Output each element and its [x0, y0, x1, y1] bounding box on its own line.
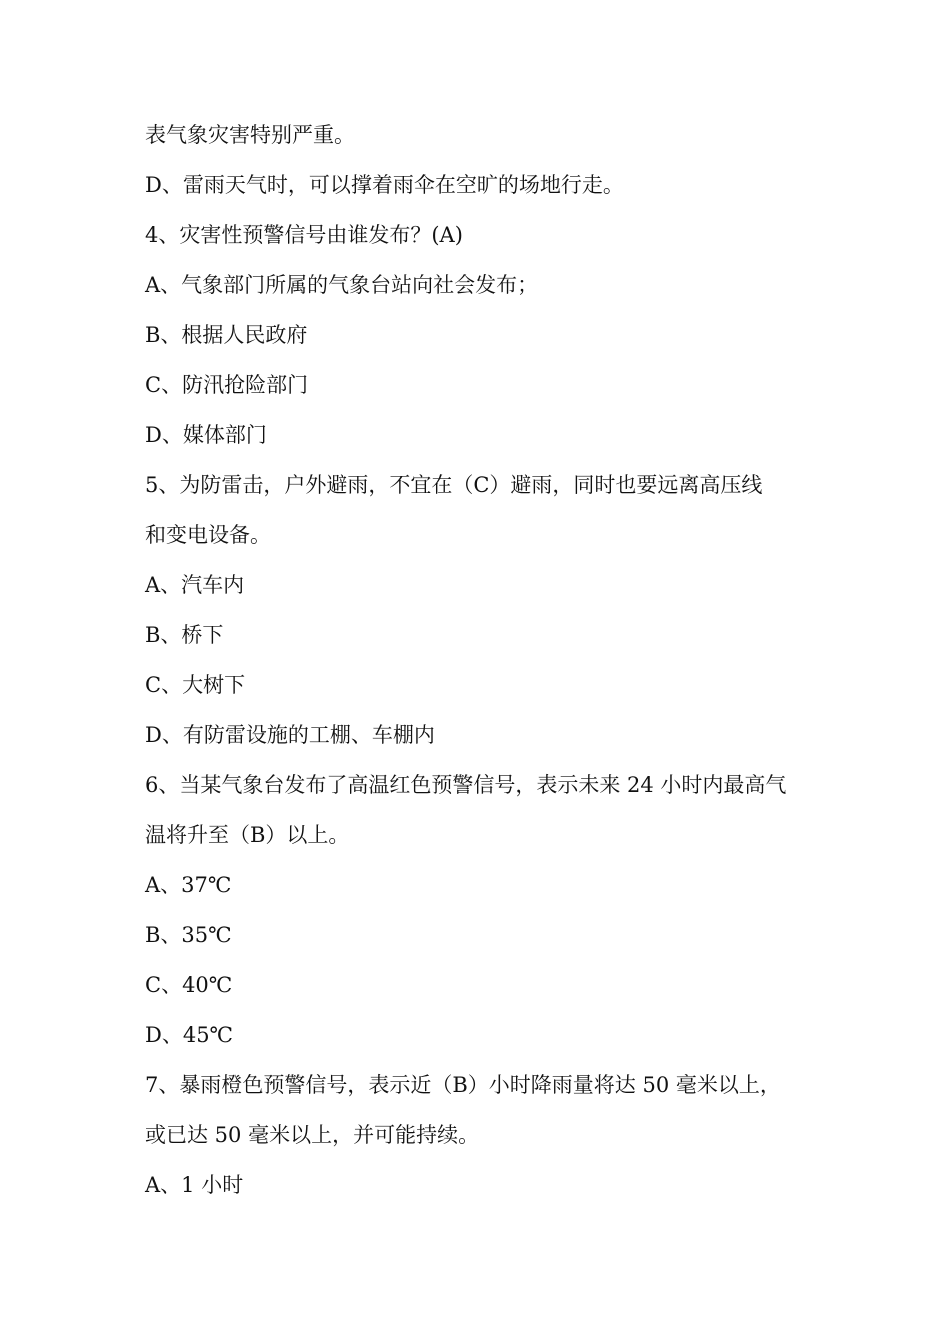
answer-option-line: A、汽车内 — [145, 573, 245, 597]
answer-option-line: D、45℃ — [145, 1023, 234, 1047]
question-continuation-line: 或已达 50 毫米以上，并可能持续。 — [145, 1123, 480, 1147]
text-line: 表气象灾害特别严重。 — [145, 123, 355, 147]
answer-option-line: A、气象部门所属的气象台站向社会发布； — [145, 273, 539, 297]
answer-option-line: B、35℃ — [145, 923, 232, 947]
answer-option-line: D、媒体部门 — [145, 423, 267, 447]
answer-option-line: B、根据人民政府 — [145, 323, 308, 347]
answer-option-line: B、桥下 — [145, 623, 224, 647]
question-continuation-line: 温将升至（B）以上。 — [145, 823, 350, 847]
question-line: 6、当某气象台发布了高温红色预警信号，表示未来 24 小时内最高气 — [145, 773, 787, 797]
answer-option-line: C、40℃ — [145, 973, 233, 997]
document-body — [145, 110, 825, 1210]
answer-option-line: A、1 小时 — [145, 1173, 244, 1197]
question-line: 4、灾害性预警信号由谁发布？(A) — [145, 223, 463, 247]
answer-option-line: A、37℃ — [145, 873, 232, 897]
answer-option-line: C、防汛抢险部门 — [145, 373, 309, 397]
question-continuation-line: 和变电设备。 — [145, 523, 271, 547]
answer-option-line: C、大树下 — [145, 673, 246, 697]
answer-option-line: D、雷雨天气时，可以撑着雨伞在空旷的场地行走。 — [145, 173, 624, 197]
answer-option-line: D、有防雷设施的工棚、车棚内 — [145, 723, 435, 747]
question-line: 5、为防雷击，户外避雨，不宜在（C）避雨，同时也要远离高压线 — [145, 473, 763, 497]
question-line: 7、暴雨橙色预警信号，表示近（B）小时降雨量将达 50 毫米以上， — [145, 1073, 781, 1097]
